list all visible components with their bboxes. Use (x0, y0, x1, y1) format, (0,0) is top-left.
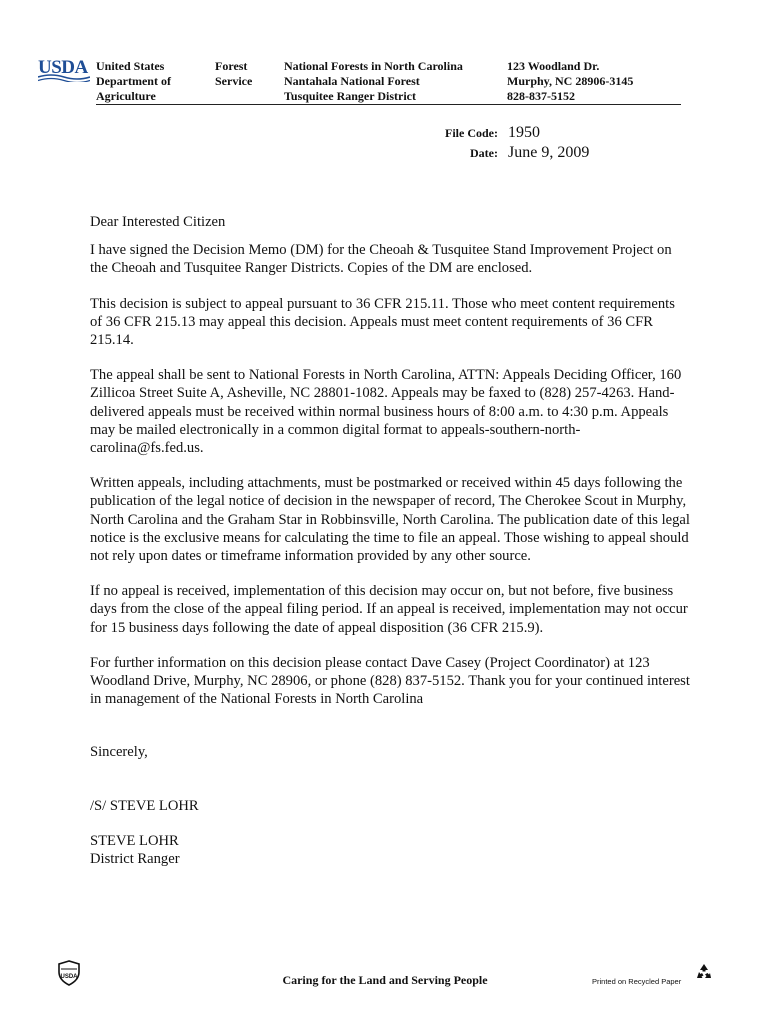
file-meta (380, 124, 700, 164)
file-code-row (380, 124, 700, 144)
date-label: Date: (470, 146, 498, 160)
date-value: June 9, 2009 (508, 144, 590, 161)
paragraph: The appeal shall be sent to National Forests in North Carolina, ATTN: Appeals Deciding Officer, 160 Zillicoa Street Suite A, Asheville, NC 28801-1082. Appeals may be faxed to (828) 257-4263. Hand-delivered appeals must be received within normal business hours of 8:00 a.m. to 4:30 p.m. Appeals may be mailed electronically in a common digital format to appeals-southern-north-carolina@fs.fed.us. (90, 367, 682, 457)
letterhead-rule (96, 104, 681, 105)
paragraph: Written appeals, including attachments, must be postmarked or received within 45 days following the publication of the legal notice of decision in the newspaper of record, The Cherokee Scout in Murphy, North Carolina and the Graham Star in Robbinsville, North Carolina. The publication date of this legal notice is the exclusive means for calculating the time to file an appeal. Those wishing to appeal should not rely upon dates or timeframe information provided by any other source. (90, 475, 690, 565)
file-code-label: File Code: (445, 126, 498, 140)
file-code-value: 1950 (508, 124, 540, 141)
signature: /S/ STEVE LOHR (90, 797, 199, 814)
paragraph: For further information on this decision please contact Dave Casey (Project Coordinator) at 123 Woodland Drive, Murphy, NC 28906, or phone (828) 837-5152. Thank you for your continued interest in management of the National Forests in North Carolina (90, 654, 690, 708)
signer-title: District Ranger (90, 851, 180, 868)
date-row (380, 144, 700, 164)
usda-logo (38, 56, 90, 82)
paragraph: I have signed the Decision Memo (DM) for the Cheoah & Tusquitee Stand Improvement Project on the Cheoah and Tusquitee Ranger Districts. Copies of the DM are enclosed. (90, 242, 672, 277)
service-name: Forest Service (215, 59, 253, 88)
signer-name: STEVE LOHR (90, 832, 179, 849)
usda-logo-text: USDA (38, 57, 88, 78)
letter-body (90, 213, 690, 868)
office-address: 123 Woodland Dr. Murphy, NC 28906-3145 828-837-5152 (507, 59, 634, 103)
paragraph: If no appeal is received, implementation of this decision may occur on, but not before, five business days from the close of the appeal filing period. If an appeal is received, implementation may not occur for 15 business days following the date of appeal disposition (36 CFR 215.9). (90, 583, 688, 636)
recycle-icon (694, 962, 714, 982)
signature-block (90, 832, 690, 868)
agency-name: United States Department of Agriculture (96, 59, 171, 103)
footer-motto: Caring for the Land and Serving People (282, 973, 488, 987)
unit-name: National Forests in North Carolina Nantahala National Forest Tusquitee Ranger District (284, 59, 463, 103)
salutation: Dear Interested Citizen (90, 214, 226, 230)
closing: Sincerely, (90, 744, 148, 761)
shield-text: USDA (60, 974, 78, 980)
recycled-note: Printed on Recycled Paper (592, 977, 682, 986)
paragraph: This decision is subject to appeal pursuant to 36 CFR 215.11. Those who meet content requirements of 36 CFR 215.13 may appeal this decision. Appeals must meet content requirements of 36 CFR 215.14. (90, 295, 675, 349)
